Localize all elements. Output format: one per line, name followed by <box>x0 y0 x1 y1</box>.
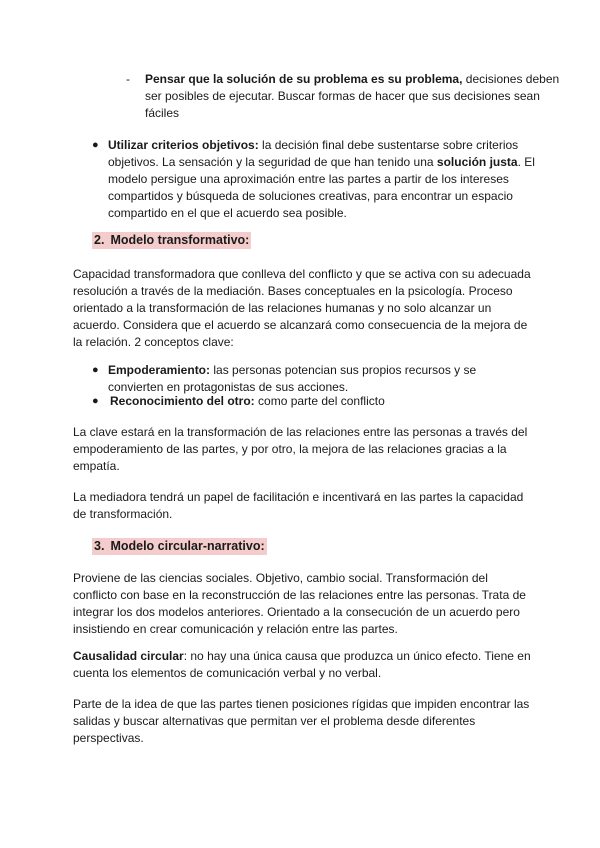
dash-item-text: decisiones deben ser posibles de ejecutar. Buscar formas de hacer que sus decisiones sean fáciles <box>145 72 560 120</box>
empoderamiento-bold: Empoderamiento: <box>108 363 211 377</box>
section-2-paragraph-2: La clave estará en la transformación de las relaciones entre las personas a través del empoderamiento de las partes, y por otro, la mejora de las relaciones gracias a la empatía. <box>73 425 528 473</box>
section-3-heading <box>92 538 267 555</box>
section-2-heading <box>92 232 251 249</box>
reconocimiento-text: como parte del conflicto <box>254 394 385 408</box>
bullet-item-empoderamiento <box>108 362 528 396</box>
bullet-item-reconocimiento <box>110 393 530 410</box>
reconocimiento-bold: Reconocimiento del otro: <box>110 394 255 408</box>
bullet-item-criterios <box>108 137 538 222</box>
empoderamiento-text: las personas potencian sus propios recursos y se convierten en protagonistas de sus acciones. <box>108 363 477 394</box>
bullet-marker: ● <box>92 364 99 376</box>
section-2-paragraph-3: La mediadora tendrá un papel de facilitación e incentivará en las partes la capacidad de transformación. <box>73 490 524 521</box>
section-3-number: 3. <box>94 539 105 553</box>
section-2-number: 2. <box>94 233 105 247</box>
criterios-bold-2: solución justa <box>436 155 518 169</box>
section-2-intro: Capacidad transformadora que conlleva del conflicto y que se activa con su adecuada resolución a través de la mediación. Bases conceptuales en la psicología. Proceso orientado a la transformación de las relaciones humanas y no solo alcanzar un acuerdo. Considera que el acuerdo se alcanzará como consecuencia de la mejora de la relación. 2 conceptos clave: <box>73 267 531 349</box>
section-2-title: Modelo transformativo: <box>110 233 250 247</box>
bullet-marker: ● <box>92 395 99 407</box>
causalidad-text: : no hay una única causa que produzca un único efecto. Tiene en cuenta los elementos de comunicación verbal y no verbal. <box>73 649 531 680</box>
dash-item-bold: Pensar que la solución de su problema es su problema, <box>145 72 463 86</box>
criterios-text-2: . El modelo persigue una aproximación entre las partes a partir de los intereses compartidos y búsqueda de soluciones creativas, para encontrar un espacio compartido en el que el acuerdo sea posible. <box>108 155 535 220</box>
causalidad-bold: Causalidad circular <box>73 649 184 663</box>
criterios-text-1: la decisión final debe sustentarse sobre criterios objetivos. La sensación y la seguridad de que han tenido una <box>108 138 519 169</box>
criterios-bold: Utilizar criterios objetivos: <box>108 138 259 152</box>
section-3-title: Modelo circular-narrativo: <box>110 539 265 553</box>
dash-list-item <box>145 71 565 122</box>
bullet-marker: ● <box>92 139 99 151</box>
section-3-intro: Proviene de las ciencias sociales. Objetivo, cambio social. Transformación del conflicto con base en la reconstrucción de las relaciones entre las personas. Trata de integrar los dos modelos anteriores. Orientado a la consecución de un acuerdo pero insistiendo en crear comunicación y relación entre las partes. <box>73 571 526 636</box>
section-3-last-paragraph: Parte de la idea de que las partes tienen posiciones rígidas que impiden encontrar las salidas y buscar alternativas que permitan ver el problema desde diferentes perspectivas. <box>73 697 530 745</box>
section-3-causalidad <box>73 648 533 682</box>
dash-marker: - <box>126 72 130 86</box>
